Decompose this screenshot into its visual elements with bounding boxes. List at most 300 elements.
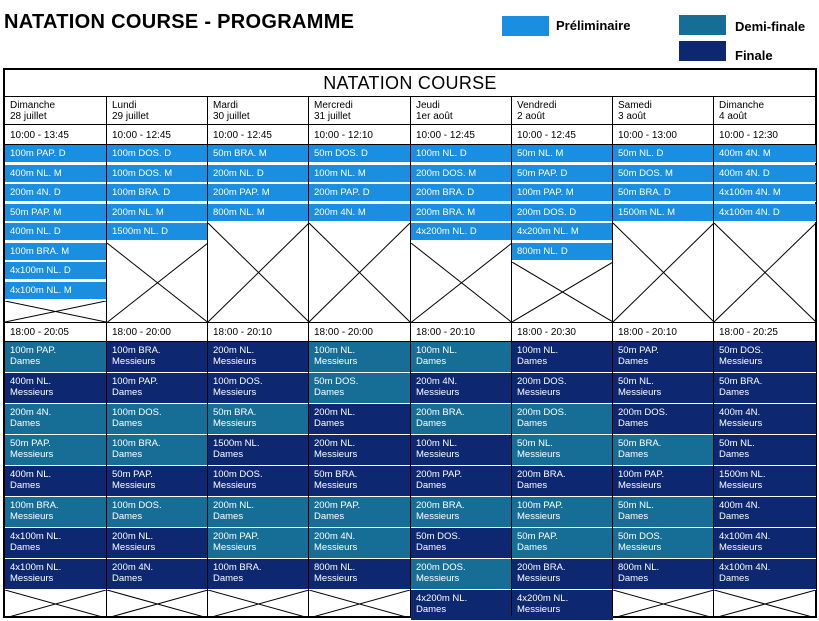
heat-event: 4x200m NL. M bbox=[512, 223, 613, 241]
heat-event: 50m PAP. D bbox=[512, 165, 613, 183]
event-gender: Messieurs bbox=[618, 479, 662, 491]
event-name: 4x100m NL. bbox=[10, 562, 62, 573]
event-name: 200m BRA. bbox=[416, 500, 465, 511]
final-event bbox=[714, 435, 816, 466]
event-gender: Messieurs bbox=[314, 355, 358, 367]
event-gender: Messieurs bbox=[213, 541, 257, 553]
event-gender: Messieurs bbox=[719, 417, 763, 429]
day-name: Samedi bbox=[618, 100, 652, 111]
event-gender: Dames bbox=[416, 417, 447, 429]
event-gender: Dames bbox=[10, 541, 41, 553]
day-name: Jeudi bbox=[416, 100, 440, 111]
semifinal-event bbox=[5, 497, 106, 528]
day-name: Dimanche bbox=[719, 100, 765, 111]
semifinal-event bbox=[411, 404, 512, 435]
heat-event: 100m NL. M bbox=[309, 165, 410, 183]
event-gender: Messieurs bbox=[416, 448, 460, 460]
final-event bbox=[613, 342, 714, 373]
morning-session-time: 10:00 - 12:45 bbox=[213, 130, 272, 141]
event-name: 4x100m 4N. bbox=[719, 562, 771, 573]
semifinal-event bbox=[512, 497, 613, 528]
event-name: 200m DOS. bbox=[416, 562, 466, 573]
day-column bbox=[511, 97, 613, 616]
event-gender: Messieurs bbox=[112, 541, 156, 553]
legend-label-demi-finale: Demi-finale bbox=[735, 19, 806, 34]
heat-event: 50m BRA. D bbox=[613, 184, 714, 202]
day-date: 29 juillet bbox=[112, 111, 149, 122]
day-date: 30 juillet bbox=[213, 111, 250, 122]
semifinal-event bbox=[107, 404, 208, 435]
event-name: 50m PAP. bbox=[112, 469, 153, 480]
event-gender: Dames bbox=[314, 417, 345, 429]
event-gender: Dames bbox=[112, 417, 143, 429]
event-name: 50m BRA. bbox=[314, 469, 358, 480]
event-gender: Dames bbox=[10, 355, 41, 367]
event-gender: Dames bbox=[314, 510, 345, 522]
final-event bbox=[714, 342, 816, 373]
event-name: 200m 4N. bbox=[10, 407, 52, 418]
semifinal-event bbox=[107, 435, 208, 466]
event-gender: Messieurs bbox=[719, 355, 763, 367]
morning-session-time: 10:00 - 13:45 bbox=[10, 130, 69, 141]
event-gender: Dames bbox=[618, 510, 649, 522]
event-gender: Dames bbox=[213, 572, 244, 584]
final-event bbox=[714, 528, 816, 559]
event-gender: Dames bbox=[416, 603, 447, 615]
day-date: 2 août bbox=[517, 111, 545, 122]
day-name: Lundi bbox=[112, 100, 137, 111]
final-event bbox=[309, 435, 410, 466]
heat-event: 100m BRA. D bbox=[107, 184, 208, 202]
event-gender: Messieurs bbox=[213, 386, 257, 398]
final-event bbox=[714, 559, 816, 590]
event-gender: Messieurs bbox=[416, 510, 460, 522]
heat-event: 50m PAP. M bbox=[5, 204, 106, 222]
final-event bbox=[613, 559, 714, 590]
event-name: 100m DOS. bbox=[213, 376, 263, 387]
day-header bbox=[208, 97, 309, 125]
final-event bbox=[411, 435, 512, 466]
event-name: 50m NL. bbox=[517, 438, 553, 449]
event-gender: Messieurs bbox=[213, 417, 257, 429]
evening-session-time: 18:00 - 20:00 bbox=[112, 327, 171, 338]
event-gender: Dames bbox=[416, 541, 447, 553]
semifinal-event bbox=[5, 435, 106, 466]
heat-event: 400m NL. M bbox=[5, 165, 106, 183]
event-gender: Messieurs bbox=[10, 386, 54, 398]
morning-session-time: 10:00 - 12:45 bbox=[112, 130, 171, 141]
event-gender: Dames bbox=[618, 417, 649, 429]
final-event bbox=[107, 466, 208, 497]
event-name: 800m NL. bbox=[618, 562, 660, 573]
heat-event: 800m NL. M bbox=[208, 204, 309, 222]
semifinal-event bbox=[208, 528, 309, 559]
heat-event: 400m 4N. D bbox=[714, 165, 816, 183]
event-gender: Messieurs bbox=[314, 448, 358, 460]
day-column bbox=[308, 97, 410, 616]
event-gender: Messieurs bbox=[10, 448, 54, 460]
event-name: 200m PAP. bbox=[416, 469, 463, 480]
final-event bbox=[5, 528, 106, 559]
event-gender: Dames bbox=[10, 417, 41, 429]
event-name: 100m BRA. bbox=[112, 345, 161, 356]
semifinal-event bbox=[411, 559, 512, 590]
event-name: 50m PAP. bbox=[618, 345, 659, 356]
evening-session-time: 18:00 - 20:05 bbox=[10, 327, 69, 338]
heat-event: 4x100m 4N. M bbox=[714, 184, 816, 202]
event-name: 100m PAP. bbox=[618, 469, 665, 480]
semifinal-event bbox=[411, 497, 512, 528]
final-event bbox=[613, 404, 714, 435]
day-name: Mercredi bbox=[314, 100, 353, 111]
event-gender: Messieurs bbox=[314, 479, 358, 491]
final-event bbox=[411, 373, 512, 404]
evening-session-time: 18:00 - 20:10 bbox=[618, 327, 677, 338]
event-gender: Dames bbox=[618, 448, 649, 460]
event-gender: Messieurs bbox=[618, 541, 662, 553]
event-gender: Messieurs bbox=[517, 510, 561, 522]
event-name: 400m NL. bbox=[10, 376, 52, 387]
day-header bbox=[512, 97, 613, 125]
final-event bbox=[512, 590, 613, 621]
semifinal-event bbox=[613, 497, 714, 528]
event-gender: Messieurs bbox=[314, 541, 358, 553]
event-name: 200m DOS. bbox=[618, 407, 668, 418]
final-event bbox=[512, 373, 613, 404]
day-column bbox=[207, 97, 309, 616]
event-name: 50m NL. bbox=[618, 500, 654, 511]
event-name: 100m NL. bbox=[517, 345, 559, 356]
event-name: 400m NL. bbox=[10, 469, 52, 480]
event-name: 200m NL. bbox=[314, 438, 356, 449]
event-name: 100m BRA. bbox=[213, 562, 262, 573]
heat-event: 400m NL. D bbox=[5, 223, 106, 241]
event-name: 100m BRA. bbox=[10, 500, 59, 511]
event-name: 200m BRA. bbox=[517, 469, 566, 480]
day-header bbox=[107, 97, 208, 125]
event-gender: Dames bbox=[719, 572, 750, 584]
semifinal-event bbox=[208, 404, 309, 435]
final-event bbox=[5, 559, 106, 590]
event-gender: Dames bbox=[719, 448, 750, 460]
semifinal-event bbox=[613, 435, 714, 466]
event-name: 400m 4N. bbox=[719, 407, 761, 418]
semifinal-event bbox=[309, 528, 410, 559]
day-header bbox=[613, 97, 714, 125]
day-name: Mardi bbox=[213, 100, 239, 111]
event-name: 50m DOS. bbox=[416, 531, 461, 542]
event-gender: Messieurs bbox=[517, 386, 561, 398]
event-name: 50m BRA. bbox=[213, 407, 257, 418]
heat-event: 400m 4N. M bbox=[714, 145, 816, 163]
event-name: 200m 4N. bbox=[314, 531, 356, 542]
event-gender: Messieurs bbox=[416, 572, 460, 584]
heat-event: 50m DOS. D bbox=[309, 145, 410, 163]
semifinal-event bbox=[309, 373, 410, 404]
heat-event: 100m BRA. M bbox=[5, 243, 106, 261]
heat-event: 200m DOS. D bbox=[512, 204, 613, 222]
legend-label-finale: Finale bbox=[735, 48, 773, 63]
legend-swatch-demi-finale bbox=[679, 15, 726, 35]
day-date: 31 juillet bbox=[314, 111, 351, 122]
event-name: 200m DOS. bbox=[517, 407, 567, 418]
final-event bbox=[714, 373, 816, 404]
heat-event: 50m BRA. M bbox=[208, 145, 309, 163]
final-event bbox=[208, 435, 309, 466]
event-name: 200m BRA. bbox=[517, 562, 566, 573]
final-event bbox=[5, 373, 106, 404]
empty-slot bbox=[5, 301, 106, 322]
day-column bbox=[713, 97, 816, 616]
legend-swatch-finale bbox=[679, 41, 726, 61]
event-name: 1500m NL. bbox=[213, 438, 260, 449]
final-event bbox=[411, 528, 512, 559]
heat-event: 100m PAP. M bbox=[512, 184, 613, 202]
event-name: 50m PAP. bbox=[10, 438, 51, 449]
event-name: 4x100m 4N. bbox=[719, 531, 771, 542]
schedule-table bbox=[3, 68, 817, 618]
final-event bbox=[512, 559, 613, 590]
day-date: 28 juillet bbox=[10, 111, 47, 122]
event-name: 200m PAP. bbox=[314, 500, 361, 511]
event-name: 200m 4N. bbox=[112, 562, 154, 573]
semifinal-event bbox=[613, 528, 714, 559]
final-event bbox=[512, 466, 613, 497]
heat-event: 200m PAP. D bbox=[309, 184, 410, 202]
heat-event: 200m 4N. M bbox=[309, 204, 410, 222]
day-column bbox=[5, 97, 106, 616]
final-event bbox=[309, 559, 410, 590]
final-event bbox=[208, 559, 309, 590]
event-gender: Messieurs bbox=[112, 355, 156, 367]
day-name: Dimanche bbox=[10, 100, 56, 111]
event-gender: Dames bbox=[517, 479, 548, 491]
event-name: 4x200m NL. bbox=[517, 593, 569, 604]
event-gender: Dames bbox=[618, 572, 649, 584]
event-gender: Messieurs bbox=[416, 386, 460, 398]
event-gender: Dames bbox=[314, 386, 345, 398]
event-gender: Messieurs bbox=[618, 386, 662, 398]
empty-slot bbox=[411, 243, 512, 323]
event-name: 50m BRA. bbox=[618, 438, 662, 449]
empty-slot bbox=[309, 590, 410, 618]
event-gender: Dames bbox=[618, 355, 649, 367]
final-event bbox=[208, 466, 309, 497]
semifinal-event bbox=[5, 342, 106, 373]
final-event bbox=[5, 466, 106, 497]
heat-event: 4x100m NL. D bbox=[5, 262, 106, 280]
event-name: 200m NL. bbox=[213, 345, 255, 356]
event-gender: Dames bbox=[517, 541, 548, 553]
empty-slot bbox=[613, 223, 714, 322]
final-event bbox=[107, 373, 208, 404]
semifinal-event bbox=[208, 497, 309, 528]
empty-slot bbox=[107, 243, 208, 323]
event-name: 50m DOS. bbox=[314, 376, 359, 387]
final-event bbox=[107, 528, 208, 559]
table-title: NATATION COURSE bbox=[5, 70, 815, 97]
legend-label-preliminaire: Préliminaire bbox=[556, 18, 631, 33]
heat-event: 200m DOS. M bbox=[411, 165, 512, 183]
day-header bbox=[714, 97, 816, 125]
final-event bbox=[714, 404, 816, 435]
event-gender: Dames bbox=[112, 386, 143, 398]
empty-slot bbox=[208, 590, 309, 618]
event-name: 100m DOS. bbox=[213, 469, 263, 480]
heat-event: 1500m NL. D bbox=[107, 223, 208, 241]
event-gender: Dames bbox=[10, 479, 41, 491]
morning-session-time: 10:00 - 13:00 bbox=[618, 130, 677, 141]
event-gender: Messieurs bbox=[517, 572, 561, 584]
legend-swatch-preliminaire bbox=[502, 16, 549, 36]
event-name: 100m NL. bbox=[416, 345, 458, 356]
event-name: 800m NL. bbox=[314, 562, 356, 573]
event-gender: Dames bbox=[517, 417, 548, 429]
page-title: NATATION COURSE - PROGRAMME bbox=[4, 11, 355, 33]
heat-event: 50m NL. M bbox=[512, 145, 613, 163]
heat-event: 200m BRA. M bbox=[411, 204, 512, 222]
event-name: 50m DOS. bbox=[618, 531, 663, 542]
heat-event: 50m NL. D bbox=[613, 145, 714, 163]
evening-session-time: 18:00 - 20:30 bbox=[517, 327, 576, 338]
event-name: 200m BRA. bbox=[416, 407, 465, 418]
day-column bbox=[410, 97, 512, 616]
event-name: 200m PAP. bbox=[213, 531, 260, 542]
empty-slot bbox=[613, 590, 714, 618]
semifinal-event bbox=[5, 404, 106, 435]
final-event bbox=[309, 466, 410, 497]
final-event bbox=[714, 497, 816, 528]
event-name: 50m BRA. bbox=[719, 376, 763, 387]
final-event bbox=[411, 466, 512, 497]
semifinal-event bbox=[512, 404, 613, 435]
evening-session-time: 18:00 - 20:10 bbox=[416, 327, 475, 338]
event-gender: Messieurs bbox=[10, 572, 54, 584]
semifinal-event bbox=[512, 435, 613, 466]
event-name: 100m PAP. bbox=[10, 345, 57, 356]
semifinal-event bbox=[512, 528, 613, 559]
final-event bbox=[714, 466, 816, 497]
empty-slot bbox=[309, 223, 410, 322]
semifinal-event bbox=[411, 342, 512, 373]
event-gender: Messieurs bbox=[517, 448, 561, 460]
heat-event: 50m DOS. M bbox=[613, 165, 714, 183]
event-gender: Messieurs bbox=[112, 479, 156, 491]
final-event bbox=[411, 590, 512, 621]
event-name: 100m DOS. bbox=[112, 407, 162, 418]
event-gender: Dames bbox=[213, 510, 244, 522]
event-gender: Dames bbox=[719, 386, 750, 398]
heat-event: 200m PAP. M bbox=[208, 184, 309, 202]
event-gender: Messieurs bbox=[213, 355, 257, 367]
event-gender: Messieurs bbox=[517, 603, 561, 615]
morning-session-time: 10:00 - 12:30 bbox=[719, 130, 778, 141]
event-gender: Dames bbox=[112, 510, 143, 522]
final-event bbox=[107, 342, 208, 373]
semifinal-event bbox=[309, 497, 410, 528]
evening-session-time: 18:00 - 20:10 bbox=[213, 327, 272, 338]
event-gender: Messieurs bbox=[213, 479, 257, 491]
event-gender: Messieurs bbox=[10, 510, 54, 522]
heat-event: 100m NL. D bbox=[411, 145, 512, 163]
heat-event: 100m DOS. M bbox=[107, 165, 208, 183]
final-event bbox=[512, 342, 613, 373]
event-name: 200m 4N. bbox=[416, 376, 458, 387]
event-gender: Messieurs bbox=[719, 541, 763, 553]
day-date: 1er août bbox=[416, 111, 453, 122]
event-gender: Dames bbox=[112, 448, 143, 460]
final-event bbox=[613, 466, 714, 497]
heat-event: 100m PAP. D bbox=[5, 145, 106, 163]
heat-event: 200m NL. M bbox=[107, 204, 208, 222]
event-name: 1500m NL. bbox=[719, 469, 766, 480]
day-column bbox=[612, 97, 714, 616]
event-name: 400m 4N. bbox=[719, 500, 761, 511]
heat-event: 4x100m NL. M bbox=[5, 282, 106, 300]
morning-session-time: 10:00 - 12:45 bbox=[517, 130, 576, 141]
empty-slot bbox=[5, 590, 106, 618]
event-name: 100m PAP. bbox=[112, 376, 159, 387]
event-name: 50m PAP. bbox=[517, 531, 558, 542]
heat-event: 1500m NL. M bbox=[613, 204, 714, 222]
empty-slot bbox=[107, 590, 208, 618]
event-name: 50m NL. bbox=[618, 376, 654, 387]
day-date: 3 août bbox=[618, 111, 646, 122]
event-gender: Messieurs bbox=[314, 572, 358, 584]
morning-session-time: 10:00 - 12:10 bbox=[314, 130, 373, 141]
day-header bbox=[309, 97, 410, 125]
day-header bbox=[411, 97, 512, 125]
final-event bbox=[613, 373, 714, 404]
empty-slot bbox=[714, 223, 816, 322]
final-event bbox=[107, 559, 208, 590]
event-name: 4x200m NL. bbox=[416, 593, 468, 604]
event-name: 100m DOS. bbox=[112, 500, 162, 511]
event-name: 50m DOS. bbox=[719, 345, 764, 356]
semifinal-event bbox=[309, 342, 410, 373]
event-name: 50m NL. bbox=[719, 438, 755, 449]
final-event bbox=[208, 342, 309, 373]
heat-event: 800m NL. D bbox=[512, 243, 613, 261]
morning-session-time: 10:00 - 12:45 bbox=[416, 130, 475, 141]
empty-slot bbox=[208, 223, 309, 322]
final-event bbox=[309, 404, 410, 435]
event-name: 200m NL. bbox=[112, 531, 154, 542]
heat-event: 4x100m 4N. D bbox=[714, 204, 816, 222]
event-name: 200m NL. bbox=[314, 407, 356, 418]
empty-slot bbox=[512, 262, 613, 322]
heat-event: 200m BRA. D bbox=[411, 184, 512, 202]
event-gender: Dames bbox=[416, 479, 447, 491]
event-gender: Dames bbox=[416, 355, 447, 367]
day-date: 4 août bbox=[719, 111, 747, 122]
event-gender: Dames bbox=[213, 448, 244, 460]
day-header bbox=[5, 97, 106, 125]
evening-session-time: 18:00 - 20:25 bbox=[719, 327, 778, 338]
event-gender: Messieurs bbox=[719, 479, 763, 491]
event-name: 200m NL. bbox=[213, 500, 255, 511]
event-name: 200m DOS. bbox=[517, 376, 567, 387]
final-event bbox=[208, 373, 309, 404]
event-name: 100m NL. bbox=[314, 345, 356, 356]
event-name: 100m PAP. bbox=[517, 500, 564, 511]
heat-event: 4x200m NL. D bbox=[411, 223, 512, 241]
event-gender: Dames bbox=[112, 572, 143, 584]
event-name: 100m BRA. bbox=[112, 438, 161, 449]
day-name: Vendredi bbox=[517, 100, 557, 111]
heat-event: 200m 4N. D bbox=[5, 184, 106, 202]
event-name: 4x100m NL. bbox=[10, 531, 62, 542]
